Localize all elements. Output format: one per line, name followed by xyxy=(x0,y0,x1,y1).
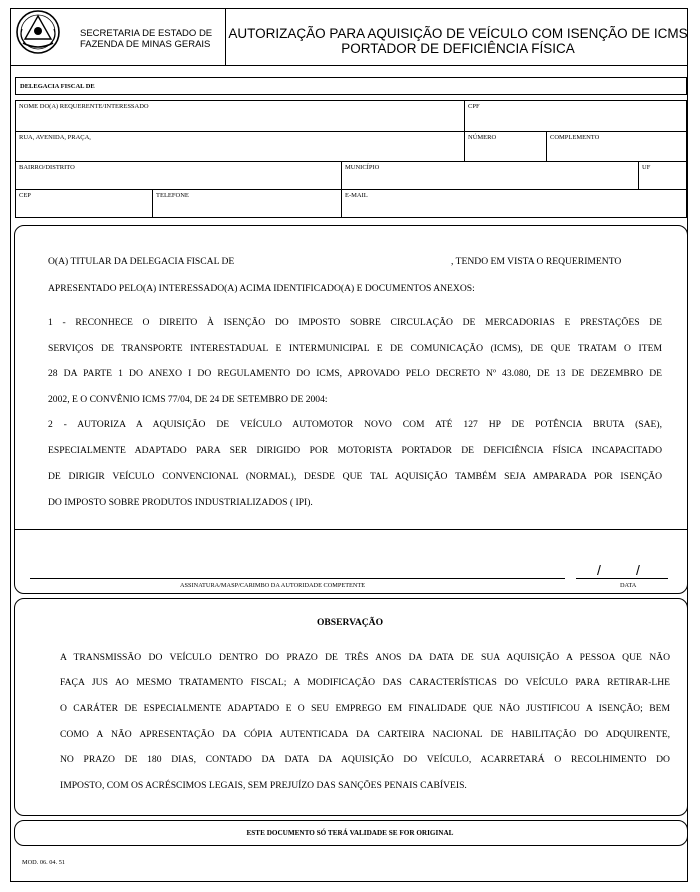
model-code: MOD. 06. 04. 51 xyxy=(22,859,66,866)
date-line[interactable] xyxy=(576,578,668,579)
uf-field[interactable]: UF xyxy=(642,164,651,171)
authorization-panel xyxy=(14,225,688,594)
bairro-field[interactable]: BAIRRO/DISTRITO xyxy=(19,164,75,171)
grid-col-telefone xyxy=(152,189,153,218)
date-slash-2: / xyxy=(636,562,640,578)
grid-rule-2 xyxy=(15,161,687,162)
delegacia-label: DELEGACIA FISCAL DE xyxy=(20,83,95,90)
identification-grid xyxy=(15,100,687,218)
grid-rule-3 xyxy=(15,189,687,190)
grid-col-cpf xyxy=(464,100,465,161)
agency-line-2: FAZENDA DE MINAS GERAIS xyxy=(80,39,211,50)
agency-line-1: SECRETARIA DE ESTADO DE xyxy=(80,28,213,39)
authorization-rule xyxy=(15,529,687,530)
date-label: DATA xyxy=(620,582,637,589)
document-title xyxy=(226,26,690,56)
validity-notice: ESTE DOCUMENTO SÓ TERÁ VALIDADE SE FOR ORIGINAL xyxy=(246,829,454,837)
agency-name xyxy=(80,28,212,50)
item-1-line-3: 28 DA PARTE 1 DO ANEXO I DO REGULAMENTO DO ICMS, APROVADO PELO DECRETO Nº 43.080, DE 13 DE DEZEMBRO DE xyxy=(48,368,662,379)
signature-line[interactable] xyxy=(30,578,565,579)
email-field[interactable]: E-MAIL xyxy=(345,192,368,199)
item-2-line-4: DO IMPOSTO SOBRE PRODUTOS INDUSTRIALIZADOS ( IPI). xyxy=(48,497,313,508)
complemento-field[interactable]: COMPLEMENTO xyxy=(550,134,600,141)
observacao-line-4: COMO A NÃO APRESENTAÇÃO DA CÓPIA AUTENTICADA DA CARTEIRA NACIONAL DE HABILITAÇÃO DO ADQUIRENTE, xyxy=(60,729,670,740)
observacao-line-3: O CARÁTER DE ESPECIALMENTE ADAPTADO E O SEU EMPREGO EM FINALIDADE QUE NÃO JUSTIFICOU A ISENÇÃO; BEM xyxy=(60,703,670,714)
title-line-1: AUTORIZAÇÃO PARA AQUISIÇÃO DE VEÍCULO COM ISENÇÃO DE ICMS xyxy=(228,26,688,41)
coat-of-arms-icon xyxy=(15,9,61,55)
municipio-field[interactable]: MUNICÍPIO xyxy=(345,164,380,171)
date-slash-1: / xyxy=(597,562,601,578)
observacao-line-1: A TRANSMISSÃO DO VEÍCULO DENTRO DO PRAZO DE TRÊS ANOS DA DATA DE SUA AQUISIÇÃO A PESSOA QUE NÃO xyxy=(60,652,670,663)
observacao-line-5: NO PRAZO DE 180 DIAS, CONTADO DA DATA DA AQUISIÇÃO DO VEÍCULO, ACARRETARÁ O RECOLHIMENTO DO xyxy=(60,754,670,765)
item-1-line-2: SERVIÇOS DE TRANSPORTE INTERESTADUAL E INTERMUNICIPAL E DE COMUNICAÇÃO (ICMS), DE QUE TRATAM O ITEM xyxy=(48,343,662,354)
item-2-line-1: 2 - AUTORIZA A AQUISIÇÃO DE VEÍCULO AUTOMOTOR NOVO COM ATÉ 127 HP DE POTÊNCIA BRUTA (SAE), xyxy=(48,419,662,430)
signature-label: ASSINATURA/MASP/CARIMBO DA AUTORIDADE COMPETENTE xyxy=(180,582,366,589)
grid-col-municipio xyxy=(341,161,342,218)
intro-part-2: , TENDO EM VISTA O REQUERIMENTO xyxy=(451,256,622,267)
item-1-line-4: 2002, E O CONVÊNIO ICMS 77/04, DE 24 DE SETEMBRO DE 2004: xyxy=(48,394,328,405)
observacao-title: OBSERVAÇÃO xyxy=(316,617,384,628)
header-bottom-rule xyxy=(10,65,688,66)
observacao-line-6: IMPOSTO, COM OS ACRÉSCIMOS LEGAIS, SEM PREJUÍZO DAS SANÇÕES PENAIS CABÍVEIS. xyxy=(60,780,467,791)
intro-line-2: APRESENTADO PELO(A) INTERESSADO(A) ACIMA IDENTIFICADO(A) E DOCUMENTOS ANEXOS: xyxy=(48,283,475,294)
delegacia-field[interactable] xyxy=(15,77,687,95)
nome-field[interactable]: NOME DO(A) REQUERENTE/INTERESSADO xyxy=(19,103,149,110)
grid-rule-1 xyxy=(15,131,687,132)
observacao-line-2: FAÇA JUS AO MESMO TRATAMENTO FISCAL; A MODIFICAÇÃO DAS CARACTERÍSTICAS DO VEÍCULO PARA RETIRAR-LHE xyxy=(60,677,670,688)
item-2-line-3: DE DIRIGIR VEÍCULO CONVENCIONAL (NORMAL), DESDE QUE TAL AQUISIÇÃO TAMBÉM SEJA AMPARADA POR ISENÇÃO xyxy=(48,471,662,482)
intro-part-1: O(A) TITULAR DA DELEGACIA FISCAL DE xyxy=(48,256,235,267)
item-2-line-2: ESPECIALMENTE ADAPTADO PARA SER DIRIGIDO POR MOTORISTA PORTADOR DE DEFICIÊNCIA FÍSICA INCAPACITADO xyxy=(48,445,662,456)
telefone-field[interactable]: TELEFONE xyxy=(156,192,189,199)
grid-col-uf xyxy=(638,161,639,189)
rua-field[interactable]: RUA, AVENIDA, PRAÇA, xyxy=(19,134,91,141)
cpf-field[interactable]: CPF xyxy=(468,103,480,110)
grid-col-complemento xyxy=(546,131,547,161)
title-line-2: PORTADOR DE DEFICIÊNCIA FÍSICA xyxy=(341,41,575,56)
cep-field[interactable]: CEP xyxy=(19,192,31,199)
item-1-line-1: 1 - RECONHECE O DIREITO À ISENÇÃO DO IMPOSTO SOBRE CIRCULAÇÃO DE MERCADORIAS E PRESTAÇÕES DE xyxy=(48,317,662,328)
numero-field[interactable]: NÚMERO xyxy=(468,134,497,141)
